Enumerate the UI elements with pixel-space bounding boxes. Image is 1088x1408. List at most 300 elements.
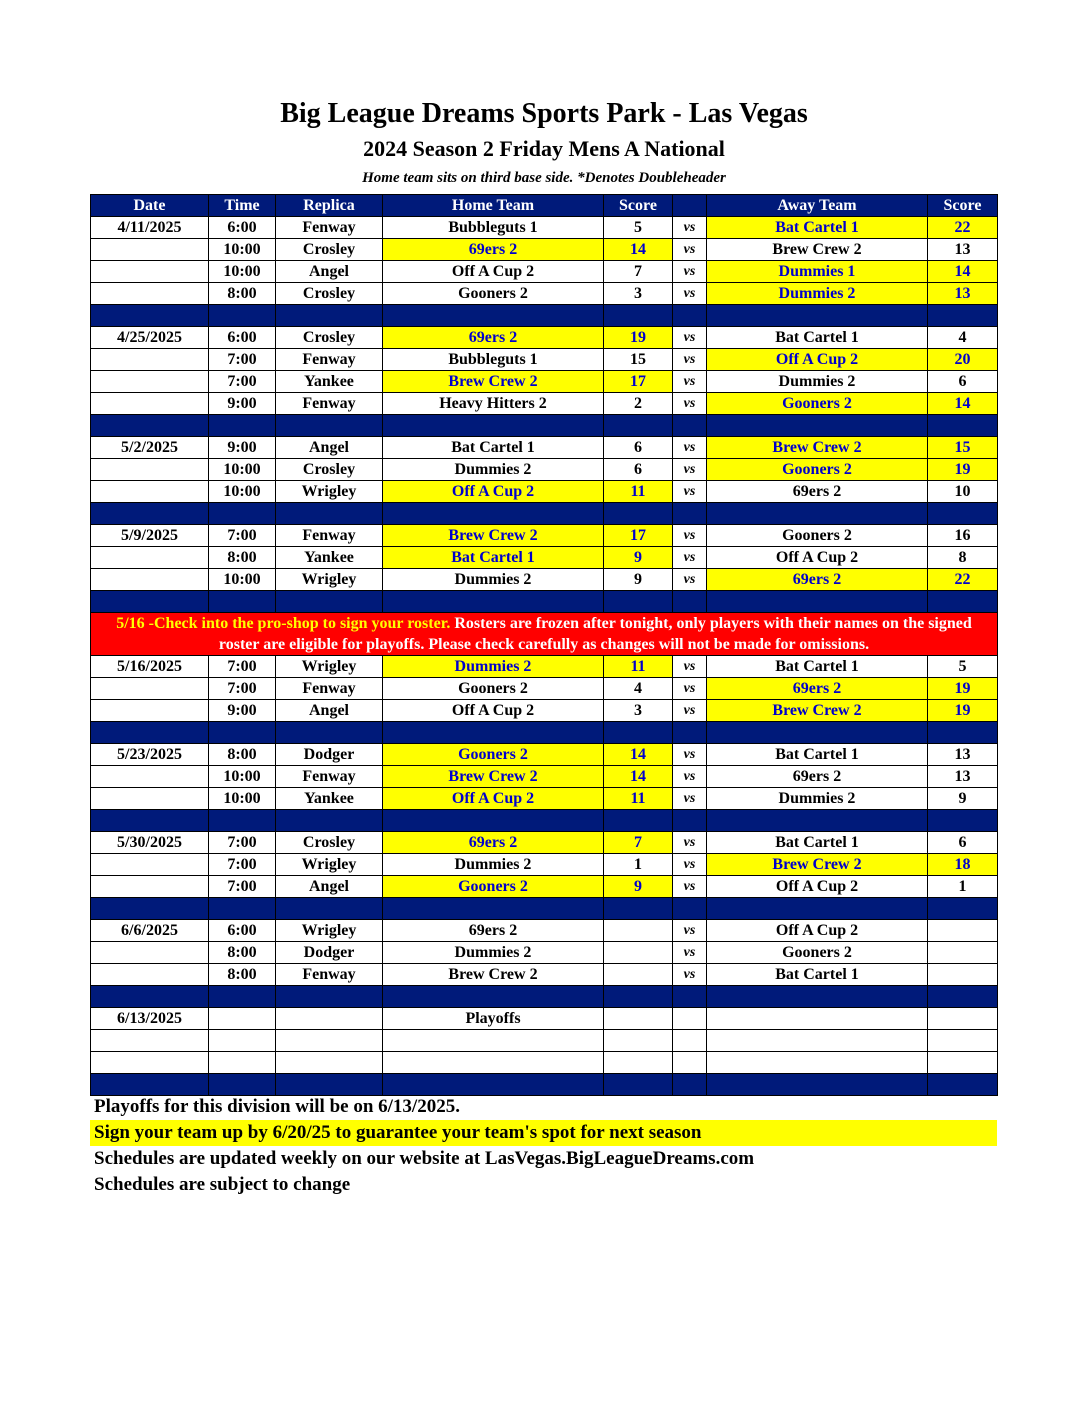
home-team-cell: Gooners 2	[383, 876, 604, 898]
separator-cell	[383, 305, 604, 327]
home-score-cell: 6	[604, 437, 673, 459]
empty-cell	[673, 1052, 707, 1074]
col-header-replica: Replica	[276, 195, 383, 217]
field-cell: Dodger	[276, 744, 383, 766]
separator-cell	[707, 503, 928, 525]
separator-cell	[604, 722, 673, 744]
separator-cell	[673, 1074, 707, 1096]
field-cell: Fenway	[276, 525, 383, 547]
time-cell: 7:00	[209, 854, 276, 876]
vs-cell: vs	[673, 942, 707, 964]
separator-cell	[383, 898, 604, 920]
vs-cell: vs	[673, 327, 707, 349]
col-header-away-team: Away Team	[707, 195, 928, 217]
separator-cell	[707, 986, 928, 1008]
week-separator-row	[91, 305, 998, 327]
separator-cell	[604, 986, 673, 1008]
separator-cell	[604, 503, 673, 525]
empty-cell	[209, 1030, 276, 1052]
week-separator-row	[91, 1074, 998, 1096]
away-score-cell	[928, 920, 998, 942]
away-score-cell: 8	[928, 547, 998, 569]
home-team-cell: 69ers 2	[383, 920, 604, 942]
footer-playoffs-note: Playoffs for this division will be on 6/13/2025.	[94, 1096, 460, 1117]
away-score-cell: 6	[928, 371, 998, 393]
game-row	[91, 788, 998, 810]
field-cell: Wrigley	[276, 854, 383, 876]
home-team-cell: Brew Crew 2	[383, 525, 604, 547]
away-score-cell: 13	[928, 744, 998, 766]
separator-cell	[604, 415, 673, 437]
away-score-cell	[928, 942, 998, 964]
home-score-cell: 19	[604, 327, 673, 349]
time-cell: 9:00	[209, 393, 276, 415]
home-team-cell: Brew Crew 2	[383, 766, 604, 788]
date-cell: 6/13/2025	[91, 1008, 209, 1030]
vs-cell: vs	[673, 371, 707, 393]
week-separator-row	[91, 986, 998, 1008]
separator-cell	[928, 591, 998, 613]
separator-cell	[91, 503, 209, 525]
vs-cell: vs	[673, 766, 707, 788]
table-header-row	[91, 195, 998, 217]
separator-cell	[276, 810, 383, 832]
date-cell	[91, 459, 209, 481]
time-cell: 10:00	[209, 481, 276, 503]
game-row	[91, 964, 998, 986]
game-row	[91, 700, 998, 722]
time-cell: 8:00	[209, 942, 276, 964]
game-row	[91, 569, 998, 591]
page-title: Big League Dreams Sports Park - Las Vegas	[280, 98, 808, 129]
separator-cell	[91, 1074, 209, 1096]
away-team-cell: Bat Cartel 1	[707, 964, 928, 986]
away-score-cell: 14	[928, 261, 998, 283]
away-team-cell: Off A Cup 2	[707, 876, 928, 898]
time-cell: 7:00	[209, 371, 276, 393]
away-team-cell: Bat Cartel 1	[707, 656, 928, 678]
game-row	[91, 766, 998, 788]
date-cell	[91, 700, 209, 722]
field-cell: Angel	[276, 876, 383, 898]
blank-row	[91, 1030, 998, 1052]
time-cell: 10:00	[209, 569, 276, 591]
game-row	[91, 239, 998, 261]
date-cell	[91, 283, 209, 305]
date-cell	[91, 569, 209, 591]
home-score-cell: 9	[604, 876, 673, 898]
separator-cell	[209, 305, 276, 327]
footer-signup-note: Sign your team up by 6/20/25 to guarantee your team's spot for next season	[90, 1120, 997, 1146]
time-cell: 10:00	[209, 261, 276, 283]
home-team-cell: Dummies 2	[383, 854, 604, 876]
playoffs-label: Playoffs	[383, 1008, 604, 1030]
away-team-cell: 69ers 2	[707, 766, 928, 788]
away-score-cell: 15	[928, 437, 998, 459]
time-cell: 10:00	[209, 239, 276, 261]
home-team-cell: Bat Cartel 1	[383, 437, 604, 459]
home-score-cell: 3	[604, 283, 673, 305]
home-score-cell: 9	[604, 569, 673, 591]
time-cell: 6:00	[209, 920, 276, 942]
vs-cell: vs	[673, 393, 707, 415]
game-row	[91, 393, 998, 415]
home-score-cell: 11	[604, 788, 673, 810]
away-team-cell: Dummies 2	[707, 371, 928, 393]
col-header-vs	[673, 195, 707, 217]
vs-cell: vs	[673, 525, 707, 547]
away-score-cell	[928, 964, 998, 986]
away-score-cell: 22	[928, 569, 998, 591]
away-team-cell: Bat Cartel 1	[707, 327, 928, 349]
separator-cell	[209, 415, 276, 437]
home-score-cell	[604, 964, 673, 986]
date-cell	[91, 876, 209, 898]
game-row	[91, 283, 998, 305]
home-team-cell: Gooners 2	[383, 744, 604, 766]
empty-cell	[604, 1052, 673, 1074]
separator-cell	[707, 810, 928, 832]
separator-cell	[209, 503, 276, 525]
game-row	[91, 371, 998, 393]
home-score-cell	[604, 942, 673, 964]
separator-cell	[673, 898, 707, 920]
schedule-table	[90, 194, 998, 1096]
separator-cell	[209, 1074, 276, 1096]
date-cell	[91, 547, 209, 569]
away-team-cell: Off A Cup 2	[707, 920, 928, 942]
schedule-body	[91, 217, 998, 1096]
separator-cell	[707, 591, 928, 613]
home-score-cell	[604, 920, 673, 942]
empty-cell	[276, 1030, 383, 1052]
time-cell: 8:00	[209, 964, 276, 986]
separator-cell	[276, 722, 383, 744]
home-score-cell: 14	[604, 239, 673, 261]
date-cell: 5/16/2025	[91, 656, 209, 678]
separator-cell	[707, 722, 928, 744]
away-team-cell: Gooners 2	[707, 942, 928, 964]
home-score-cell: 3	[604, 700, 673, 722]
away-score-cell: 16	[928, 525, 998, 547]
home-score-cell: 17	[604, 525, 673, 547]
field-cell: Yankee	[276, 547, 383, 569]
game-row	[91, 481, 998, 503]
empty-cell	[673, 1008, 707, 1030]
header-note: Home team sits on third base side. *Denotes Doubleheader	[362, 170, 726, 186]
home-team-cell: Off A Cup 2	[383, 700, 604, 722]
vs-cell: vs	[673, 217, 707, 239]
away-team-cell: Brew Crew 2	[707, 854, 928, 876]
col-header-away-score: Score	[928, 195, 998, 217]
field-cell: Angel	[276, 261, 383, 283]
away-team-cell: 69ers 2	[707, 678, 928, 700]
field-cell	[276, 1008, 383, 1030]
vs-cell: vs	[673, 547, 707, 569]
week-separator-row	[91, 898, 998, 920]
away-score-cell: 19	[928, 700, 998, 722]
away-score-cell: 20	[928, 349, 998, 371]
home-team-cell: 69ers 2	[383, 327, 604, 349]
home-team-cell: Dummies 2	[383, 569, 604, 591]
separator-cell	[673, 305, 707, 327]
time-cell: 8:00	[209, 744, 276, 766]
separator-cell	[276, 415, 383, 437]
home-team-cell: Dummies 2	[383, 942, 604, 964]
date-cell	[91, 678, 209, 700]
field-cell: Crosley	[276, 239, 383, 261]
date-cell	[91, 788, 209, 810]
roster-notice	[91, 613, 998, 656]
separator-cell	[209, 810, 276, 832]
field-cell: Fenway	[276, 393, 383, 415]
separator-cell	[928, 305, 998, 327]
separator-cell	[276, 898, 383, 920]
col-header-time: Time	[209, 195, 276, 217]
away-team-cell: Gooners 2	[707, 459, 928, 481]
away-score-cell: 18	[928, 854, 998, 876]
date-cell: 5/9/2025	[91, 525, 209, 547]
away-team-cell: 69ers 2	[707, 481, 928, 503]
home-team-cell: Off A Cup 2	[383, 788, 604, 810]
field-cell: Yankee	[276, 788, 383, 810]
home-team-cell: Dummies 2	[383, 656, 604, 678]
away-team-cell: Brew Crew 2	[707, 700, 928, 722]
separator-cell	[91, 591, 209, 613]
home-score-cell: 15	[604, 349, 673, 371]
roster-notice-text: Rosters are frozen after tonight, only players with their names on the signed roster are eligible for playoffs. Please check carefully as changes will not be made for omissions.	[218, 615, 972, 653]
field-cell: Fenway	[276, 766, 383, 788]
separator-cell	[604, 1074, 673, 1096]
game-row	[91, 327, 998, 349]
separator-cell	[276, 591, 383, 613]
vs-cell: vs	[673, 283, 707, 305]
separator-cell	[604, 591, 673, 613]
separator-cell	[928, 898, 998, 920]
time-cell	[209, 1008, 276, 1030]
field-cell: Wrigley	[276, 569, 383, 591]
field-cell: Fenway	[276, 964, 383, 986]
time-cell: 7:00	[209, 656, 276, 678]
separator-cell	[383, 722, 604, 744]
home-team-cell: Gooners 2	[383, 678, 604, 700]
home-team-cell: Gooners 2	[383, 283, 604, 305]
game-row	[91, 832, 998, 854]
away-team-cell: 69ers 2	[707, 569, 928, 591]
separator-cell	[276, 503, 383, 525]
time-cell: 10:00	[209, 788, 276, 810]
separator-cell	[673, 503, 707, 525]
home-score-cell: 6	[604, 459, 673, 481]
time-cell: 9:00	[209, 437, 276, 459]
vs-cell: vs	[673, 832, 707, 854]
home-score-cell: 5	[604, 217, 673, 239]
field-cell: Angel	[276, 437, 383, 459]
home-score-cell: 11	[604, 656, 673, 678]
home-team-cell: Bubbleguts 1	[383, 349, 604, 371]
away-score-cell: 1	[928, 876, 998, 898]
away-team-cell: Bat Cartel 1	[707, 744, 928, 766]
away-team-cell: Brew Crew 2	[707, 437, 928, 459]
away-team-cell: Off A Cup 2	[707, 349, 928, 371]
week-separator-row	[91, 591, 998, 613]
date-cell: 4/11/2025	[91, 217, 209, 239]
empty-cell	[707, 1052, 928, 1074]
away-score-cell: 13	[928, 766, 998, 788]
footer-change-note: Schedules are subject to change	[94, 1174, 351, 1195]
separator-cell	[383, 810, 604, 832]
separator-cell	[383, 415, 604, 437]
week-separator-row	[91, 810, 998, 832]
separator-cell	[673, 986, 707, 1008]
time-cell: 6:00	[209, 327, 276, 349]
vs-cell: vs	[673, 920, 707, 942]
away-score-cell: 9	[928, 788, 998, 810]
home-team-cell: Bubbleguts 1	[383, 217, 604, 239]
date-cell	[91, 481, 209, 503]
home-team-cell: Brew Crew 2	[383, 371, 604, 393]
away-team-cell: Gooners 2	[707, 525, 928, 547]
playoff-row	[91, 1008, 998, 1030]
empty-cell	[276, 1052, 383, 1074]
home-score-cell: 14	[604, 744, 673, 766]
game-row	[91, 261, 998, 283]
date-cell	[91, 393, 209, 415]
time-cell: 9:00	[209, 700, 276, 722]
vs-cell: vs	[673, 876, 707, 898]
away-score-cell: 13	[928, 239, 998, 261]
home-score-cell: 11	[604, 481, 673, 503]
vs-cell: vs	[673, 239, 707, 261]
time-cell: 7:00	[209, 876, 276, 898]
home-team-cell: 69ers 2	[383, 239, 604, 261]
home-team-cell: Off A Cup 2	[383, 261, 604, 283]
away-team-cell: Dummies 2	[707, 283, 928, 305]
time-cell: 8:00	[209, 283, 276, 305]
away-score-cell: 13	[928, 283, 998, 305]
away-score-cell: 14	[928, 393, 998, 415]
separator-cell	[91, 810, 209, 832]
home-team-cell: Bat Cartel 1	[383, 547, 604, 569]
separator-cell	[604, 898, 673, 920]
separator-cell	[928, 986, 998, 1008]
separator-cell	[209, 898, 276, 920]
vs-cell: vs	[673, 656, 707, 678]
separator-cell	[209, 722, 276, 744]
away-team-cell: Dummies 1	[707, 261, 928, 283]
separator-cell	[673, 810, 707, 832]
field-cell: Fenway	[276, 349, 383, 371]
field-cell: Crosley	[276, 459, 383, 481]
separator-cell	[707, 305, 928, 327]
field-cell: Yankee	[276, 371, 383, 393]
separator-cell	[928, 1074, 998, 1096]
home-score-cell: 2	[604, 393, 673, 415]
time-cell: 10:00	[209, 766, 276, 788]
page-subtitle: 2024 Season 2 Friday Mens A National	[363, 136, 725, 161]
roster-notice-highlight: 5/16 -Check into the pro-shop to sign your roster.	[116, 615, 451, 632]
date-cell: 6/6/2025	[91, 920, 209, 942]
home-team-cell: Dummies 2	[383, 459, 604, 481]
vs-cell: vs	[673, 788, 707, 810]
vs-cell: vs	[673, 349, 707, 371]
time-cell: 7:00	[209, 678, 276, 700]
game-row	[91, 942, 998, 964]
separator-cell	[276, 305, 383, 327]
field-cell: Crosley	[276, 283, 383, 305]
date-cell	[91, 349, 209, 371]
game-row	[91, 349, 998, 371]
separator-cell	[383, 591, 604, 613]
empty-cell	[928, 1030, 998, 1052]
separator-cell	[91, 898, 209, 920]
game-row	[91, 459, 998, 481]
separator-cell	[673, 722, 707, 744]
vs-cell: vs	[673, 261, 707, 283]
empty-cell	[673, 1030, 707, 1052]
week-separator-row	[91, 415, 998, 437]
vs-cell: vs	[673, 744, 707, 766]
home-score-cell: 7	[604, 832, 673, 854]
separator-cell	[928, 415, 998, 437]
separator-cell	[276, 1074, 383, 1096]
separator-cell	[91, 415, 209, 437]
empty-cell	[91, 1052, 209, 1074]
time-cell: 7:00	[209, 525, 276, 547]
home-score-cell: 14	[604, 766, 673, 788]
empty-cell	[604, 1008, 673, 1030]
away-team-cell: Gooners 2	[707, 393, 928, 415]
separator-cell	[707, 415, 928, 437]
separator-cell	[383, 986, 604, 1008]
separator-cell	[928, 722, 998, 744]
away-team-cell: Bat Cartel 1	[707, 217, 928, 239]
separator-cell	[604, 305, 673, 327]
away-score-cell: 10	[928, 481, 998, 503]
date-cell	[91, 964, 209, 986]
time-cell: 8:00	[209, 547, 276, 569]
empty-cell	[383, 1052, 604, 1074]
date-cell	[91, 371, 209, 393]
game-row	[91, 854, 998, 876]
home-score-cell: 4	[604, 678, 673, 700]
roster-notice-row	[91, 613, 998, 656]
empty-cell	[383, 1030, 604, 1052]
blank-row	[91, 1052, 998, 1074]
game-row	[91, 525, 998, 547]
week-separator-row	[91, 722, 998, 744]
home-team-cell: 69ers 2	[383, 832, 604, 854]
separator-cell	[91, 986, 209, 1008]
vs-cell: vs	[673, 700, 707, 722]
date-cell	[91, 942, 209, 964]
time-cell: 6:00	[209, 217, 276, 239]
away-team-cell: Bat Cartel 1	[707, 832, 928, 854]
away-score-cell: 19	[928, 678, 998, 700]
empty-cell	[91, 1030, 209, 1052]
game-row	[91, 656, 998, 678]
separator-cell	[928, 810, 998, 832]
away-team-cell: Dummies 2	[707, 788, 928, 810]
game-row	[91, 920, 998, 942]
time-cell: 7:00	[209, 832, 276, 854]
empty-cell	[707, 1030, 928, 1052]
field-cell: Dodger	[276, 942, 383, 964]
col-header-home-score: Score	[604, 195, 673, 217]
vs-cell: vs	[673, 964, 707, 986]
vs-cell: vs	[673, 678, 707, 700]
game-row	[91, 876, 998, 898]
